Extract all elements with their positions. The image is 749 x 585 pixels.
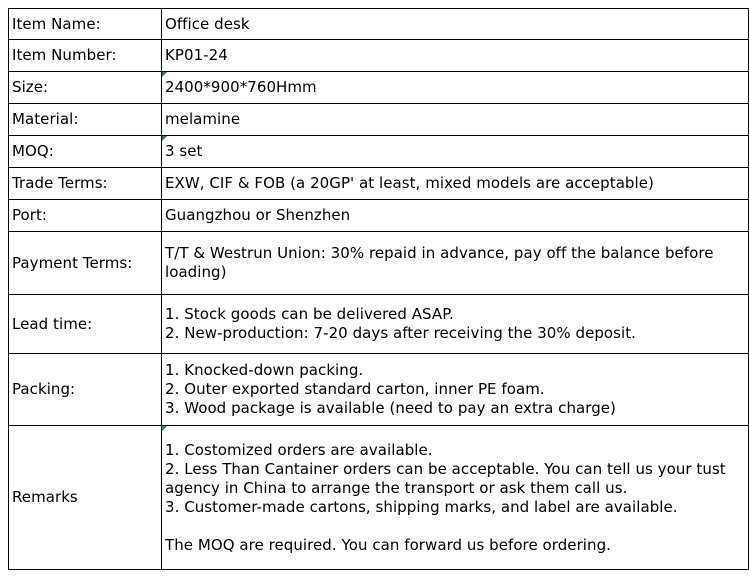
product-spec-table (8, 8, 749, 570)
remarks-line: 1. Costomized orders are available. (165, 440, 433, 459)
remarks-label: Remarks (9, 426, 162, 570)
cell-marker (162, 426, 167, 431)
trade-terms-label: Trade Terms: (9, 168, 162, 200)
size-label: Size: (9, 72, 162, 104)
table-row (9, 72, 749, 104)
packing-line: 2. Outer exported standard carton, inner PE foam. (165, 380, 545, 398)
moq-value (162, 136, 749, 168)
packing-line: 1. Knocked-down packing. (165, 361, 364, 379)
port-value: Guangzhou or Shenzhen (162, 200, 749, 232)
lead-time-line: 1. Stock goods can be delivered ASAP. (165, 305, 454, 323)
remarks-value (162, 426, 749, 570)
size-text: 2400*900*760Hmm (165, 78, 317, 96)
item-name-value: Office desk (162, 9, 749, 40)
cell-marker (162, 72, 167, 77)
lead-time-line: 2. New-production: 7-20 days after receiving the 30% deposit. (165, 324, 636, 342)
lead-time-value (162, 295, 749, 354)
material-value: melamine (162, 104, 749, 136)
packing-line: 3. Wood package is available (need to pay an extra charge) (165, 399, 616, 417)
table-row (9, 426, 749, 570)
table-row (9, 136, 749, 168)
packing-value (162, 354, 749, 426)
table-row (9, 354, 749, 426)
item-number-text: KP01-24 (165, 46, 228, 64)
remarks-line: 3. Customer-made cartons, shipping marks, and label are available. (165, 497, 678, 516)
table-row (9, 232, 749, 295)
payment-terms-label: Payment Terms: (9, 232, 162, 295)
table-row (9, 168, 749, 200)
item-number-value (162, 40, 749, 72)
remarks-line: The MOQ are required. You can forward us before ordering. (165, 535, 611, 554)
size-value (162, 72, 749, 104)
lead-time-label: Lead time: (9, 295, 162, 354)
packing-label: Packing: (9, 354, 162, 426)
table-row (9, 104, 749, 136)
material-label: Material: (9, 104, 162, 136)
remarks-spacer (165, 517, 745, 536)
remarks-line: 2. Less Than Cantainer orders can be acceptable. You can tell us your tust agency in China to arrange the transport or ask them call us. (165, 459, 731, 497)
payment-terms-value: T/T & Westrun Union: 30% repaid in advance, pay off the balance before loading) (162, 232, 749, 295)
table-row (9, 40, 749, 72)
trade-terms-value: EXW, CIF & FOB (a 20GP' at least, mixed models are acceptable) (162, 168, 749, 200)
item-name-label: Item Name: (9, 9, 162, 40)
table-row (9, 200, 749, 232)
item-number-label: Item Number: (9, 40, 162, 72)
port-label: Port: (9, 200, 162, 232)
table-row (9, 9, 749, 40)
moq-text: 3 set (165, 142, 203, 160)
moq-label: MOQ: (9, 136, 162, 168)
cell-marker (162, 136, 167, 141)
table-row (9, 295, 749, 354)
